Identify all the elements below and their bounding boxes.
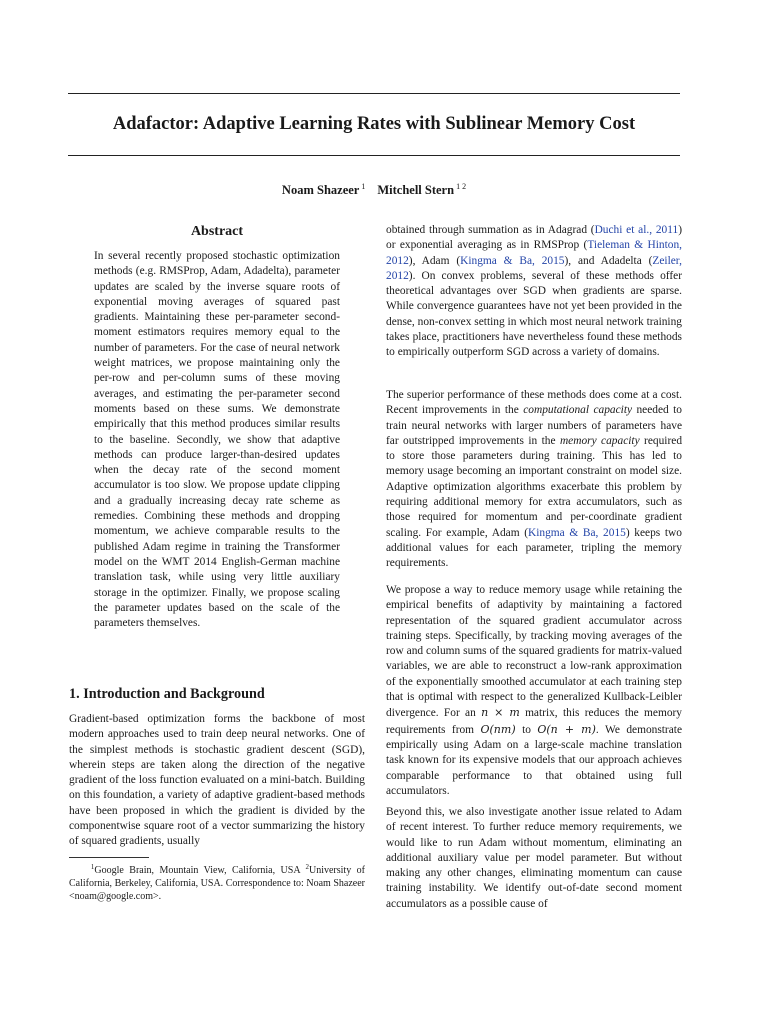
citation-link[interactable]: Kingma & Ba, 2015 [460,254,565,267]
paragraph-text: ), and Adadelta ( [564,254,653,267]
citation-link[interactable]: Kingma & Ba, 2015 [528,526,626,539]
paragraph-text: required to store those parameters during training. This has led to memory usage becoming an important constraint on model size. Adaptive optimization algorithms exacerbate this problem by requiring additional memory for extra accumulators, such as those required for momentum and per-coordinate gradient scaling. For example, Adam ( [386,434,683,539]
author-name: Mitchell Stern [377,183,455,197]
citation-link[interactable]: Zeiler, 2012 [386,254,682,282]
citation-link[interactable]: Duchi et al., 2011 [594,224,679,236]
footnote-rule [69,857,149,858]
citation-link[interactable]: Tieleman & Hinton, 2012 [386,239,682,267]
paragraph-text: . We demonstrate empirically using Adam on a large-scale machine translation task known for its expensive models that our approach achieves comparable performance to that obtained using full accumulators. [386,723,682,797]
body-paragraph [386,583,682,799]
footnote-mark: 2 [305,863,309,871]
footnote-text: University of California, Berkeley, California, USA. Correspondence to: Noam Shazeer <noam@google.com>. [69,865,366,903]
body-paragraph: Beyond this, we also investigate another issue related to Adam of recent interest. To further reduce memory requirements, we would like to run Adam without momentum, eliminating an additional auxiliary value per model parameter. But without making any other changes, eliminating momentum can cause training instability. We identify out-of-date second moment accumulators as a possible cause of [386,806,682,910]
body-paragraph [386,223,682,361]
paragraph-text: ), Adam ( [408,254,461,267]
paragraph-text: The superior performance of these methods does come at a cost. Recent improvements in the [386,389,682,417]
abstract-text: In several recently proposed stochastic optimization methods (e.g. RMSProp, Adam, Adadelta), parameter updates are scaled by the inverse square roots of exponential moving averages of squared past gradients. Maintaining these per-parameter second-moment estimators requires memory equal to the number of parameters. For the case of neural network weight matrices, we propose maintaining only the per-row and per-column sums of these moving averages, and estimating the per-parameter second moments based on these sums. We demonstrate empirically that this method produces similar results to the baseline. Secondly, we show that adaptive methods can produce larger-than-desired updates when the decay rate of the second moment accumulator is too slow. We propose update clipping and a gradually increasing decay rate scheme as remedies. Combining these methods and dropping momentum, we achieve comparable results to the published Adam regime in training the Transformer model on the WMT 2014 English-German machine translation task, while using very little auxiliary storage in the optimizer. Finally, we propose scaling the parameter updates based on the scale of the parameters themselves. [94,250,340,630]
author-affiliation-mark: 1 2 [456,182,467,191]
top-rule [68,93,680,94]
introduction-paragraph: Gradient-based optimization forms the backbone of most modern approaches used to train deep neural networks. One of the simplest methods is stochastic gradient descent (SGD), wherein steps are taken along the direction of the negative gradient of the loss function evaluated on a mini-batch. Building on this foundation, a variety of adaptive gradient-based methods have been proposed in which the gradient is divided by the componentwise square root of a vector summarizing the history of squared gradients, usually [69,713,365,848]
abstract-heading: Abstract [190,224,244,239]
paper-title: Adafactor: Adaptive Learning Rates with Sublinear Memory Cost [112,114,636,134]
paragraph-text: obtained through summation as in Adagrad ( [386,224,595,236]
paragraph-text: needed to train neural networks with larger numbers of parameters have far outstripped improvements in the [386,404,682,447]
emphasis-text: computational capacity [523,404,633,417]
math-expression: n × m [481,706,520,720]
affiliation-footnote [69,861,365,904]
paragraph-text: matrix, this reduces the memory requirements from [386,707,682,736]
footnote-mark: 1 [90,863,95,871]
paragraph-text: ) keeps two additional values for each parameter, tripling the memory requirements. [386,526,682,570]
author-affiliation-mark: 1 [361,182,366,191]
math-expression: O(n + m) [537,722,596,736]
author-name: Noam Shazeer [281,183,360,197]
paragraph-text: ). On convex problems, several of these methods offer theoretical advantages over SGD when gradients are sparse. While convergence guarantees have not yet been provided in the dense, non-convex setting in which most neural network training takes place, practitioners have nevertheless found these methods to empirically outperform SGD across a variety of domains. [386,269,682,359]
section-heading-introduction: 1. Introduction and Background [69,686,265,702]
paragraph-text: We propose a way to reduce memory usage while retaining the empirical benefits of adaptivity by maintaining a factored representation of the squared gradient accumulator across training steps. Specifically, by tracking moving averages of the row and column sums of the squared gradients for matrix-valued variables, we are able to reconstruct a low-rank approximation of the exponentially smoothed accumulator at each training step that is optimal with respect to the generalized Kullback-Leibler divergence. For an [386,584,682,720]
footnote-text: Google Brain, Mountain View, California, USA [94,865,306,876]
title-bottom-rule [68,155,680,156]
paragraph-text: to [515,723,538,736]
math-expression: O(nm) [480,722,516,736]
paragraph-text: ) or exponential averaging as in RMSProp ( [386,224,682,252]
author-list [68,178,680,199]
emphasis-text: memory capacity [559,434,640,447]
body-paragraph [386,388,682,572]
